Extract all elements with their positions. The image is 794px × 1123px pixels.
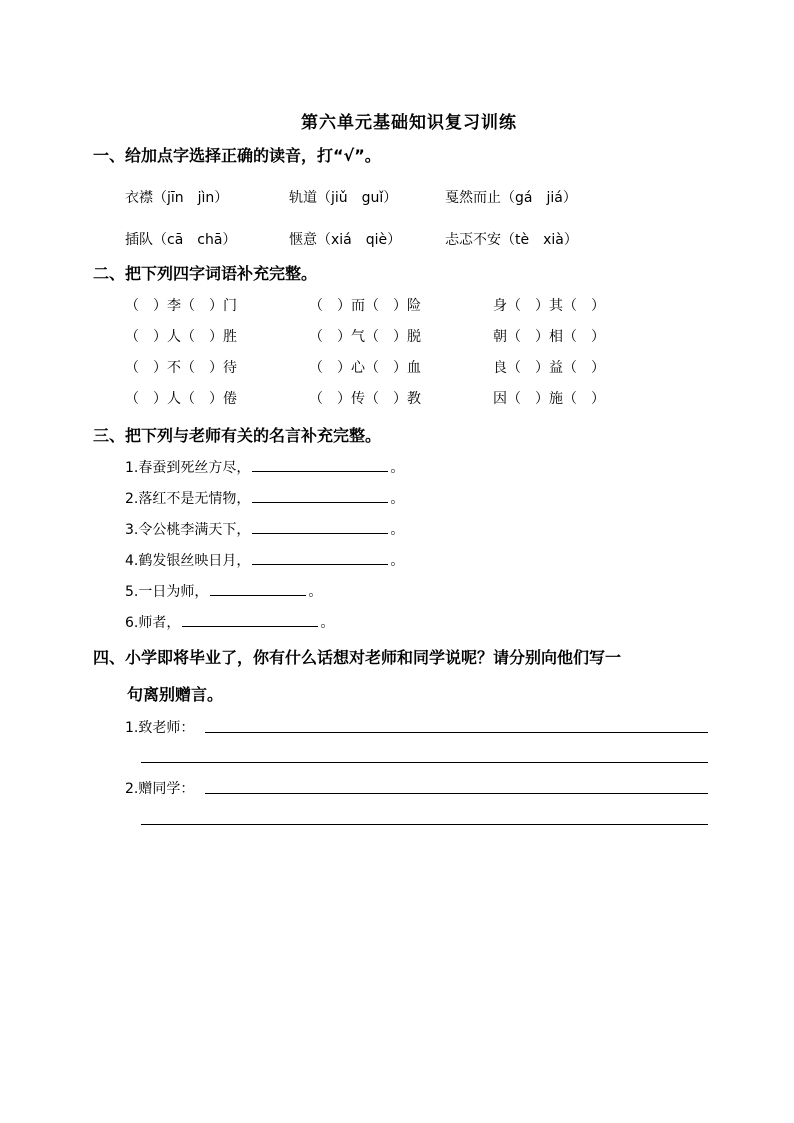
section-2-heading: 二、把下列四字词语补充完整。: [93, 264, 318, 283]
idiom-blank: 身（ ）其（ ）: [493, 298, 605, 314]
classmate-answer-line-2[interactable]: [141, 824, 708, 825]
idiom-blank: 良（ ）益（ ）: [493, 360, 605, 376]
quote-text: 1.春蚕到死丝方尽，: [125, 460, 251, 476]
quote-line: [125, 519, 404, 539]
idiom-blank: （ ）而（ ）险: [309, 298, 421, 314]
teacher-answer-line-2[interactable]: [141, 762, 708, 763]
quote-end: 。: [320, 615, 335, 631]
classmate-answer-line-1[interactable]: [205, 793, 708, 794]
quote-end: 。: [390, 460, 405, 476]
section-3-heading: 三、把下列与老师有关的名言补充完整。: [93, 426, 382, 445]
answer-blank[interactable]: [252, 519, 388, 534]
idiom-blank: （ ）李（ ）门: [125, 298, 237, 314]
answer-blank[interactable]: [182, 612, 318, 627]
pinyin-item: 插队（cā chā）: [125, 232, 237, 248]
quote-line: [125, 581, 322, 601]
section-1-heading: 一、给加点字选择正确的读音，打“√”。: [93, 146, 381, 165]
pinyin-item: 忐忑不安（tè xià）: [445, 232, 578, 248]
quote-text: 4.鹤发银丝映日月，: [125, 553, 251, 569]
quote-line: [125, 488, 404, 508]
pinyin-item: 惬意（xiá qiè）: [289, 232, 402, 248]
quote-text: 3.令公桃李满天下，: [125, 522, 251, 538]
quote-line: [125, 550, 404, 570]
answer-blank[interactable]: [252, 550, 388, 565]
teacher-answer-line-1[interactable]: [205, 732, 708, 733]
idiom-blank: 朝（ ）相（ ）: [493, 329, 605, 345]
quote-line: [125, 457, 404, 477]
idiom-blank: 因（ ）施（ ）: [493, 391, 605, 407]
quote-text: 2.落红不是无情物，: [125, 491, 251, 507]
idiom-blank: （ ）气（ ）脱: [309, 329, 421, 345]
idiom-blank: （ ）传（ ）教: [309, 391, 421, 407]
section-4-heading-cont: 句离别赠言。: [127, 685, 224, 704]
to-teacher-label: 1.致老师：: [125, 720, 195, 736]
quote-line: [125, 612, 334, 632]
answer-blank[interactable]: [210, 581, 306, 596]
answer-blank[interactable]: [252, 488, 388, 503]
quote-text: 5.一日为师，: [125, 584, 209, 600]
idiom-blank: （ ）人（ ）倦: [125, 391, 237, 407]
answer-blank[interactable]: [252, 457, 388, 472]
pinyin-item: 衣襟（jīn jìn）: [125, 190, 229, 206]
pinyin-item: 戛然而止（gá jiá）: [445, 190, 577, 206]
quote-end: 。: [390, 491, 405, 507]
idiom-blank: （ ）不（ ）待: [125, 360, 237, 376]
quote-text: 6.师者，: [125, 615, 181, 631]
quote-end: 。: [390, 522, 405, 538]
section-4-heading: 四、小学即将毕业了，你有什么话想对老师和同学说呢？请分别向他们写一: [93, 648, 622, 667]
quote-end: 。: [308, 584, 323, 600]
quote-end: 。: [390, 553, 405, 569]
page-title: 第六单元基础知识复习训练: [301, 113, 517, 133]
to-classmate-label: 2.赠同学：: [125, 781, 195, 797]
pinyin-item: 轨道（jiǔ guǐ）: [289, 190, 398, 206]
idiom-blank: （ ）人（ ）胜: [125, 329, 237, 345]
idiom-blank: （ ）心（ ）血: [309, 360, 421, 376]
